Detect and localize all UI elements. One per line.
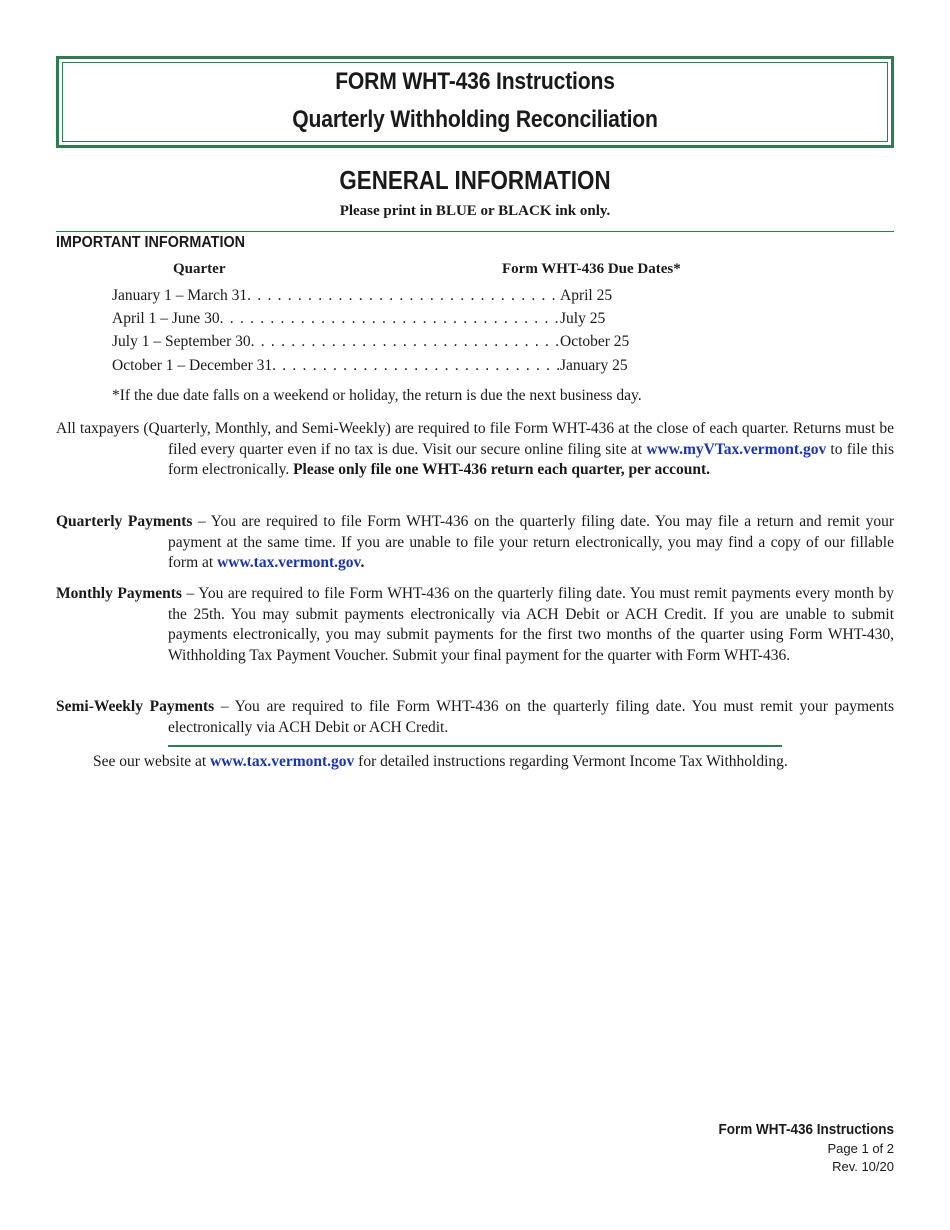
myvtax-link[interactable]: www.myVTax.vermont.gov [646, 440, 827, 458]
website-text: See our website at [93, 753, 211, 770]
due-date: July 25 [560, 310, 606, 327]
leader-dots [220, 310, 560, 328]
due-date-row [112, 333, 632, 351]
form-title: FORM WHT-436 Instructions [335, 68, 615, 95]
due-date-footnote: *If the due date falls on a weekend or holiday, the return is due the next business day. [112, 387, 642, 404]
semi-weekly-payments-label: Semi-Weekly Payments [56, 698, 215, 715]
tax-vermont-link[interactable]: www.tax.vermont.gov [217, 554, 361, 571]
due-date-row [112, 287, 632, 305]
leader-dots [251, 333, 560, 351]
website-note [93, 753, 788, 771]
due-date-row [112, 357, 632, 375]
due-date: October 25 [560, 333, 630, 350]
paragraph-end: . [360, 554, 365, 571]
title-box [56, 56, 894, 148]
quarter-label: January 1 – March 31 [112, 287, 248, 304]
paragraph-text: to file this form electronically. [168, 440, 894, 478]
one-return-notice: Please only file one WHT-436 return each quarter, per account. [293, 461, 710, 478]
form-subtitle: Quarterly Withholding Reconciliation [292, 106, 658, 133]
monthly-payments-label: Monthly Payments [56, 585, 182, 602]
section-divider [56, 231, 894, 232]
important-heading: IMPORTANT INFORMATION [56, 234, 246, 251]
footer-page-number: Page 1 of 2 [827, 1141, 894, 1156]
footer-revision: Rev. 10/20 [832, 1159, 894, 1174]
paragraph-text: – You are required to file Form WHT-436 on the quarterly filing date. You must remit payments every month by the 25th. You may submit payments electronically via ACH Debit or ACH Credit. If you are unable to submit payments electronically, you may submit payments for the first two months of the quarter using Form WHT-430, Withholding Tax Payment Voucher. Submit your final payment for the quarter with Form WHT-436. [168, 585, 894, 664]
leader-dots [272, 357, 560, 375]
paragraph-text: – You are required to file Form WHT-436 on the quarterly filing date. You may file a return and remit your payment at the same time. If you are unable to file your return electronically, you may find a copy of our fillable form at [168, 513, 894, 571]
quarter-column-header: Quarter [173, 261, 226, 277]
leader-dots [247, 287, 560, 305]
quarter-label: April 1 – June 30 [112, 310, 220, 327]
due-date-row [112, 310, 632, 328]
due-date: January 25 [560, 357, 628, 374]
website-text: for detailed instructions regarding Vermont Income Tax Withholding. [354, 753, 788, 770]
due-dates-column-header: Form WHT-436 Due Dates* [502, 261, 681, 277]
quarter-label: October 1 – December 31 [112, 357, 273, 374]
due-date: April 25 [560, 287, 613, 304]
all-taxpayers-paragraph [56, 419, 894, 481]
closing-divider [168, 745, 782, 747]
quarterly-payments-label: Quarterly Payments [56, 513, 193, 530]
footer-form-name: Form WHT-436 Instructions [718, 1121, 894, 1138]
quarterly-payments-paragraph [56, 512, 894, 574]
section-title: GENERAL INFORMATION [339, 165, 611, 195]
print-note: Please print in BLUE or BLACK ink only. [339, 203, 611, 219]
paragraph-text: – You are required to file Form WHT-436 on the quarterly filing date. You must remit your payments electronically via ACH Debit or ACH Credit. [168, 698, 894, 736]
semi-weekly-payments-paragraph [56, 697, 894, 738]
monthly-payments-paragraph [56, 584, 894, 666]
paragraph-text: All taxpayers (Quarterly, Monthly, and Semi-Weekly) are required to file Form WHT-436 at the close of each quarter. Returns must be filed every quarter even if no tax is due. Visit our secure online filing site at [56, 420, 894, 458]
quarter-label: July 1 – September 30 [112, 333, 251, 350]
website-link[interactable]: www.tax.vermont.gov [210, 753, 355, 770]
